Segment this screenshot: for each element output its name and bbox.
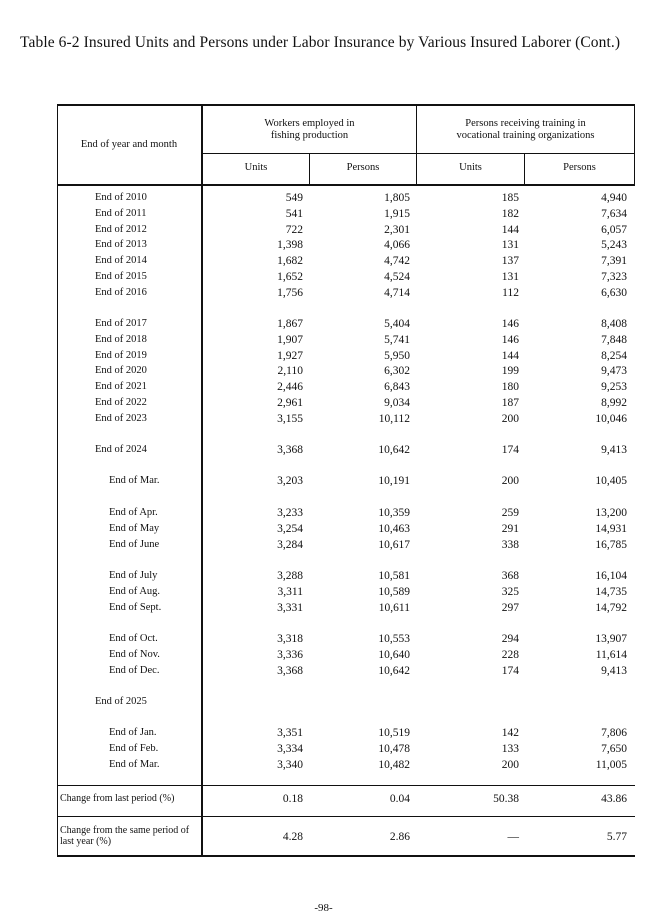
training-persons-value: 8,254 <box>601 350 627 362</box>
row-label: End of Sept. <box>109 602 162 613</box>
persons-value: 10,642 <box>378 444 410 456</box>
table-row <box>57 208 635 224</box>
table-row <box>57 318 635 334</box>
training-persons-value: 7,634 <box>601 208 627 220</box>
table-row <box>57 239 635 255</box>
group2-line1: Persons receiving training in <box>465 118 586 129</box>
table-row <box>57 586 635 602</box>
group1-header <box>203 118 416 142</box>
training-persons-change: 43.86 <box>601 793 627 805</box>
persons-value: 10,642 <box>378 665 410 677</box>
table-row <box>57 397 635 413</box>
training-units-value: 133 <box>501 743 519 755</box>
units-header-1: Units <box>244 162 268 173</box>
units-value: 1,927 <box>277 350 303 362</box>
units-header-2: Units <box>459 162 482 173</box>
units-value: 3,331 <box>277 602 303 614</box>
group1-line2: fishing production <box>270 130 349 141</box>
table-row <box>57 413 635 429</box>
training-units-value: 131 <box>501 271 519 283</box>
training-persons-value: 14,931 <box>595 523 627 535</box>
training-persons-value: 9,413 <box>601 665 627 677</box>
persons-value: 5,950 <box>384 350 410 362</box>
units-value: 3,318 <box>277 633 303 645</box>
rule-subheader <box>203 153 635 154</box>
training-units-value: 142 <box>501 727 519 739</box>
training-persons-value: 7,848 <box>601 334 627 346</box>
table-row <box>57 287 635 303</box>
persons-value: 4,066 <box>384 239 410 251</box>
table-row <box>57 192 635 208</box>
persons-value: 5,404 <box>384 318 410 330</box>
persons-value: 10,112 <box>378 413 410 425</box>
insurance-table <box>57 104 635 856</box>
table-row <box>57 350 635 366</box>
units-value: 549 <box>285 192 303 204</box>
persons-change: 0.04 <box>389 793 410 805</box>
persons-value: 4,714 <box>384 287 410 299</box>
training-persons-value: 7,650 <box>601 743 627 755</box>
units-value: 3,368 <box>277 665 303 677</box>
row-label: End of 2016 <box>95 287 147 298</box>
units-change: 4.28 <box>282 831 303 843</box>
row-label: End of Mar. <box>109 759 160 770</box>
units-value: 722 <box>285 224 303 236</box>
training-units-change: 50.38 <box>493 793 519 805</box>
row-label-header: End of year and month <box>80 139 178 150</box>
training-units-value: 146 <box>501 318 519 330</box>
persons-value: 10,589 <box>378 586 410 598</box>
training-units-value: 144 <box>501 350 519 362</box>
row-label: End of July <box>109 570 158 581</box>
summary-row <box>57 825 635 855</box>
persons-value: 4,524 <box>384 271 410 283</box>
units-value: 3,340 <box>277 759 303 771</box>
training-persons-value: 8,408 <box>601 318 627 330</box>
persons-value: 10,617 <box>378 539 410 551</box>
training-units-value: 200 <box>501 413 519 425</box>
training-units-value: 291 <box>501 523 519 535</box>
table-row <box>57 727 635 743</box>
units-value: 3,368 <box>277 444 303 456</box>
training-units-value: 146 <box>501 334 519 346</box>
rule-bottom <box>57 855 635 857</box>
group2-line2: vocational training organizations <box>456 130 595 141</box>
training-persons-value: 7,391 <box>601 255 627 267</box>
persons-value: 6,302 <box>384 365 410 377</box>
units-value: 1,682 <box>277 255 303 267</box>
units-value: 3,288 <box>277 570 303 582</box>
row-label: End of 2017 <box>95 318 147 329</box>
row-label: End of 2021 <box>95 381 147 392</box>
row-label: End of 2011 <box>95 208 147 219</box>
row-label: End of 2019 <box>95 350 147 361</box>
table-row <box>57 633 635 649</box>
persons-value: 10,553 <box>378 633 410 645</box>
row-label: End of 2012 <box>95 224 147 235</box>
training-persons-value: 7,323 <box>601 271 627 283</box>
persons-value: 1,805 <box>384 192 410 204</box>
row-label: End of 2015 <box>95 271 147 282</box>
training-units-value: 137 <box>501 255 519 267</box>
training-units-value: 182 <box>501 208 519 220</box>
training-persons-value: 16,785 <box>595 539 627 551</box>
training-units-value: 325 <box>501 586 519 598</box>
training-persons-value: 9,253 <box>601 381 627 393</box>
persons-value: 9,034 <box>384 397 410 409</box>
training-persons-value: 6,057 <box>601 224 627 236</box>
summary-label <box>60 825 189 847</box>
page-title: Table 6-2 Insured Units and Persons under Labor Insurance by Various Insured Laborer (Cont.) <box>20 34 621 51</box>
training-persons-value: 5,243 <box>601 239 627 251</box>
row-label: End of Aug. <box>109 586 161 597</box>
training-units-value: 199 <box>501 365 519 377</box>
training-units-value: 228 <box>501 649 519 661</box>
persons-header-1: Persons <box>346 162 380 173</box>
training-persons-value: 6,630 <box>601 287 627 299</box>
row-label: End of Nov. <box>109 649 160 660</box>
row-label: End of Feb. <box>109 743 159 754</box>
summary-label <box>60 793 174 804</box>
training-persons-value: 9,413 <box>601 444 627 456</box>
table-row <box>57 759 635 775</box>
persons-value: 10,191 <box>378 475 410 487</box>
persons-value: 1,915 <box>384 208 410 220</box>
table-row <box>57 365 635 381</box>
units-value: 3,336 <box>277 649 303 661</box>
units-value: 2,110 <box>277 365 303 377</box>
rule-foot-1 <box>57 785 635 786</box>
table-row <box>57 224 635 240</box>
rule-right <box>634 104 635 185</box>
training-persons-value: 11,614 <box>595 649 627 661</box>
persons-value: 10,640 <box>378 649 410 661</box>
row-label: End of 2014 <box>95 255 147 266</box>
units-value: 2,961 <box>277 397 303 409</box>
row-label: End of 2025 <box>95 696 147 707</box>
table-row <box>57 743 635 759</box>
training-units-value: 200 <box>501 759 519 771</box>
table-row <box>57 381 635 397</box>
persons-value: 10,463 <box>378 523 410 535</box>
units-change: 0.18 <box>282 793 303 805</box>
table-row <box>57 649 635 665</box>
summary-row <box>57 793 635 823</box>
persons-value: 5,741 <box>384 334 410 346</box>
training-persons-value: 7,806 <box>601 727 627 739</box>
units-value: 2,446 <box>277 381 303 393</box>
row-label: End of Mar. <box>109 475 160 486</box>
training-persons-value: 11,005 <box>595 759 627 771</box>
table-row <box>57 271 635 287</box>
training-persons-value: 9,473 <box>601 365 627 377</box>
persons-value: 10,611 <box>378 602 410 614</box>
summary-label-line1: Change from the same period of <box>60 825 190 836</box>
units-value: 1,867 <box>277 318 303 330</box>
row-label: End of 2010 <box>95 192 147 203</box>
summary-label-line1: Change from last period (%) <box>60 793 175 804</box>
row-label: End of Oct. <box>109 633 158 644</box>
training-persons-value: 16,104 <box>595 570 627 582</box>
group2-header <box>417 118 634 142</box>
units-value: 3,311 <box>277 586 303 598</box>
training-units-value: 174 <box>501 665 519 677</box>
training-units-value: 338 <box>501 539 519 551</box>
table-row <box>57 523 635 539</box>
units-value: 1,907 <box>277 334 303 346</box>
training-units-value: 174 <box>501 444 519 456</box>
training-persons-change: 5.77 <box>606 831 627 843</box>
persons-value: 10,581 <box>378 570 410 582</box>
units-value: 3,233 <box>277 507 303 519</box>
row-label: End of May <box>109 523 160 534</box>
units-value: 3,351 <box>277 727 303 739</box>
row-label: End of 2022 <box>95 397 147 408</box>
persons-change: 2.86 <box>389 831 410 843</box>
units-value: 3,334 <box>277 743 303 755</box>
training-units-value: 294 <box>501 633 519 645</box>
row-label: End of June <box>109 539 160 550</box>
training-units-value: 259 <box>501 507 519 519</box>
training-persons-value: 13,200 <box>595 507 627 519</box>
units-value: 1,756 <box>277 287 303 299</box>
row-label: End of 2020 <box>95 365 147 376</box>
training-units-value: 180 <box>501 381 519 393</box>
table-row <box>57 539 635 555</box>
table-row <box>57 475 635 491</box>
training-units-value: 200 <box>501 475 519 487</box>
training-units-value: 185 <box>501 192 519 204</box>
table-row <box>57 507 635 523</box>
training-units-change: — <box>507 831 519 843</box>
row-label: End of 2013 <box>95 239 147 250</box>
units-value: 1,652 <box>277 271 303 283</box>
persons-value: 6,843 <box>384 381 410 393</box>
table-row <box>57 570 635 586</box>
units-value: 3,284 <box>277 539 303 551</box>
training-units-value: 131 <box>501 239 519 251</box>
persons-value: 2,301 <box>384 224 410 236</box>
persons-value: 10,519 <box>378 727 410 739</box>
training-units-value: 297 <box>501 602 519 614</box>
row-label: End of 2018 <box>95 334 147 345</box>
training-persons-value: 14,735 <box>595 586 627 598</box>
table-row <box>57 334 635 350</box>
row-label: End of Apr. <box>109 507 158 518</box>
training-persons-value: 10,046 <box>595 413 627 425</box>
units-value: 1,398 <box>277 239 303 251</box>
training-units-value: 112 <box>502 287 519 299</box>
persons-value: 4,742 <box>384 255 410 267</box>
group1-line1: Workers employed in <box>264 118 355 129</box>
training-units-value: 144 <box>501 224 519 236</box>
units-value: 3,203 <box>277 475 303 487</box>
row-label: End of Jan. <box>109 727 157 738</box>
training-persons-value: 10,405 <box>595 475 627 487</box>
page-number: -98- <box>314 902 333 914</box>
rule-top <box>57 104 635 106</box>
rule-header-bottom <box>57 184 635 186</box>
training-persons-value: 13,907 <box>595 633 627 645</box>
training-persons-value: 4,940 <box>601 192 627 204</box>
row-label: End of Dec. <box>109 665 160 676</box>
table-row <box>57 602 635 618</box>
table-row <box>57 255 635 271</box>
table-row <box>57 696 635 712</box>
table-row <box>57 444 635 460</box>
persons-value: 10,478 <box>378 743 410 755</box>
units-value: 3,155 <box>277 413 303 425</box>
units-value: 541 <box>285 208 303 220</box>
persons-value: 10,359 <box>378 507 410 519</box>
training-persons-value: 8,992 <box>601 397 627 409</box>
summary-label-line2: last year (%) <box>60 836 112 847</box>
table-row <box>57 665 635 681</box>
row-label: End of 2024 <box>95 444 147 455</box>
training-units-value: 368 <box>501 570 519 582</box>
units-value: 3,254 <box>277 523 303 535</box>
row-label: End of 2023 <box>95 413 147 424</box>
persons-header-2: Persons <box>563 162 596 173</box>
persons-value: 10,482 <box>378 759 410 771</box>
training-persons-value: 14,792 <box>595 602 627 614</box>
training-units-value: 187 <box>501 397 519 409</box>
